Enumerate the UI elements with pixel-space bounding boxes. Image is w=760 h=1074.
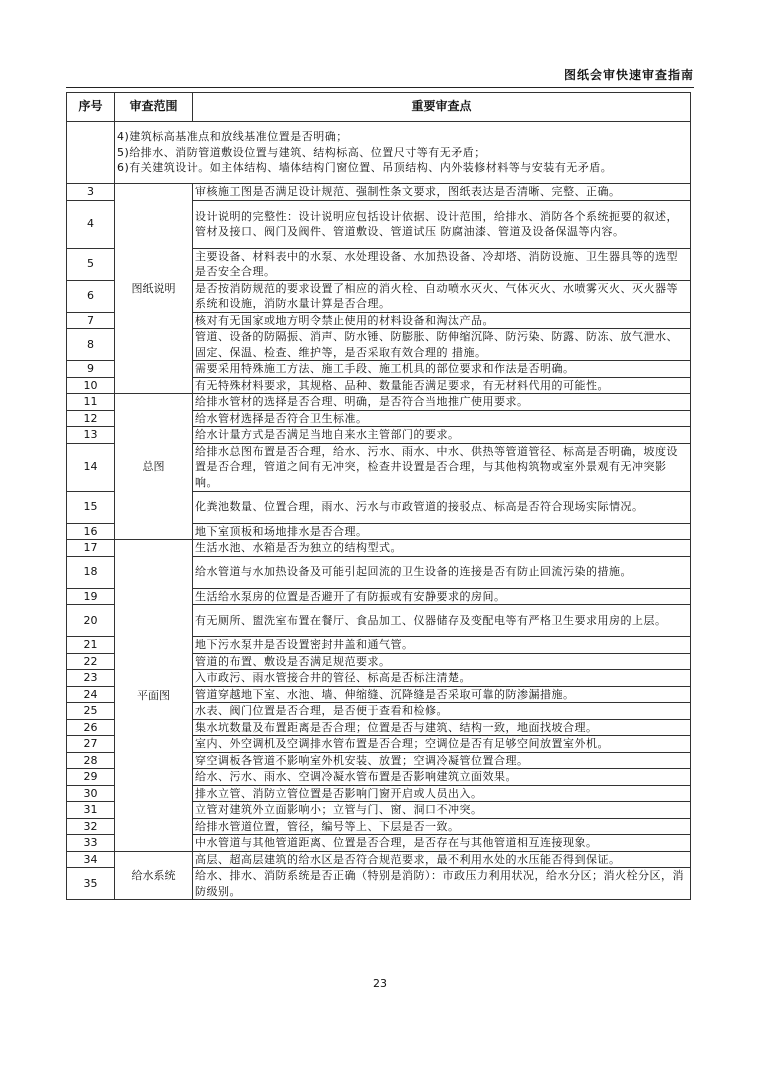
seq-cell: 18 (67, 556, 115, 588)
point-cell: 审核施工图是否满足设计规范、强制性条文要求，图纸表达是否清晰、完整、正确。 (193, 184, 691, 201)
seq-cell: 10 (67, 377, 115, 394)
seq-cell: 12 (67, 410, 115, 427)
point-cell: 给水计量方式是否满足当地自来水主管部门的要求。 (193, 427, 691, 444)
point-cell: 给排水总图布置是否合理，给水、污水、雨水、中水、供热等管道管径、标高是否明确，坡度设置是否合理，管道之间有无冲突，检查井设置是否合理，与其他构筑物或室外景观有无冲突影响。 (193, 443, 691, 491)
cont-line: 6)有关建筑设计。如主体结构、墙体结构门窗位置、吊顶结构、内外装修材料等与安装有无矛盾。 (117, 161, 613, 175)
table-row (67, 184, 691, 201)
point-cell: 排水立管、消防立管位置是否影响门窗开启或人员出入。 (193, 785, 691, 802)
seq-cell: 28 (67, 752, 115, 769)
seq-cell: 8 (67, 329, 115, 361)
seq-cell: 7 (67, 312, 115, 329)
seq-cell: 24 (67, 686, 115, 703)
seq-cell: 21 (67, 637, 115, 654)
seq-cell (67, 122, 115, 184)
seq-cell: 6 (67, 280, 115, 312)
seq-cell: 25 (67, 703, 115, 720)
point-cell: 生活水池、水箱是否为独立的结构型式。 (193, 540, 691, 557)
point-cell: 给水管道与水加热设备及可能引起回流的卫生设备的连接是否有防止回流污染的措施。 (193, 556, 691, 588)
point-cell: 是否按消防规范的要求设置了相应的消火栓、自动喷水灭火、气体灭火、水喷雾灭火、灭火器等系统和设施，消防水量计算是否合理。 (193, 280, 691, 312)
seq-cell: 20 (67, 605, 115, 637)
seq-cell: 3 (67, 184, 115, 201)
point-cell: 有无厕所、盥洗室布置在餐厅、食品加工、仪器储存及变配电等有严格卫生要求用房的上层。 (193, 605, 691, 637)
scope-drawing-notes: 图纸说明 (115, 184, 193, 394)
seq-cell: 13 (67, 427, 115, 444)
point-cell: 管道、设备的防隔振、消声、防水锤、防膨胀、防伸缩沉降、防污染、防露、防冻、放气泄水、固定、保温、检查、维护等，是否采取有效合理的 措施。 (193, 329, 691, 361)
seq-cell: 14 (67, 443, 115, 491)
column-header-seq: 序号 (67, 93, 115, 122)
seq-cell: 33 (67, 835, 115, 852)
seq-cell: 23 (67, 670, 115, 687)
seq-cell: 17 (67, 540, 115, 557)
seq-cell: 30 (67, 785, 115, 802)
point-cell: 水表、阀门位置是否合理，是否便于查看和检修。 (193, 703, 691, 720)
seq-cell: 4 (67, 200, 115, 248)
seq-cell: 32 (67, 818, 115, 835)
point-cell: 中水管道与其他管道距离、位置是否合理，是否存在与其他管道相互连接现象。 (193, 835, 691, 852)
scope-floor-plan: 平面图 (115, 540, 193, 852)
point-cell: 主要设备、材料表中的水泵、水处理设备、水加热设备、冷却塔、消防设施、卫生器具等的选型是否安全合理。 (193, 248, 691, 280)
point-cell: 穿空调板各管道不影响室外机安装、放置；空调冷凝管位置合理。 (193, 752, 691, 769)
table-row (67, 540, 691, 557)
point-cell: 地下污水泵井是否设置密封井盖和通气管。 (193, 637, 691, 654)
table-row-continued (67, 122, 691, 184)
point-cell: 室内、外空调机及空调排水管布置是否合理；空调位是否有足够空间放置室外机。 (193, 736, 691, 753)
point-cell: 有无特殊材料要求，其规格、品种、数量能否满足要求，有无材料代用的可能性。 (193, 377, 691, 394)
scope-water-supply: 给水系统 (115, 851, 193, 900)
seq-cell: 22 (67, 653, 115, 670)
table-header-row (67, 93, 691, 122)
cont-line: 4)建筑标高基准点和放线基准位置是否明确； (117, 130, 348, 144)
point-cell: 立管对建筑外立面影响小；立管与门、窗、洞口不冲突。 (193, 802, 691, 819)
header-divider (66, 87, 694, 88)
cont-line: 5)给排水、消防管道敷设位置与建筑、结构标高、位置尺寸等有无矛盾； (117, 145, 486, 159)
point-cell: 核对有无国家或地方明令禁止使用的材料设备和淘汰产品。 (193, 312, 691, 329)
point-cell: 给水管材选择是否符合卫生标准。 (193, 410, 691, 427)
page-header-title: 图纸会审快速审查指南 (563, 68, 694, 82)
seq-cell: 29 (67, 769, 115, 786)
point-cell: 给水、污水、雨水、空调冷凝水管布置是否影响建筑立面效果。 (193, 769, 691, 786)
seq-cell: 31 (67, 802, 115, 819)
point-cell: 管道穿越地下室、水池、墙、伸缩缝、沉降缝是否采取可靠的防渗漏措施。 (193, 686, 691, 703)
seq-cell: 27 (67, 736, 115, 753)
review-table (66, 92, 691, 900)
seq-cell: 34 (67, 851, 115, 868)
point-cell: 给水、排水、消防系统是否正确（特别是消防）：市政压力利用状况，给水分区；消火栓分区，消防级别。 (193, 868, 691, 900)
column-header-points: 重要审查点 (193, 93, 691, 122)
seq-cell: 11 (67, 394, 115, 411)
point-cell: 生活给水泵房的位置是否避开了有防振或有安静要求的房间。 (193, 588, 691, 605)
seq-cell: 16 (67, 523, 115, 540)
point-cell: 需要采用特殊施工方法、施工手段、施工机具的部位要求和作法是否明确。 (193, 361, 691, 378)
scope-general-plan: 总图 (115, 394, 193, 540)
seq-cell: 5 (67, 248, 115, 280)
point-cell: 给排水管道位置，管径，编号等上、下层是否一致。 (193, 818, 691, 835)
seq-cell: 15 (67, 491, 115, 523)
page-number: 23 (373, 977, 387, 990)
table-row (67, 851, 691, 868)
seq-cell: 9 (67, 361, 115, 378)
point-cell: 给排水管材的选择是否合理、明确，是否符合当地推广使用要求。 (193, 394, 691, 411)
point-cell: 集水坑数量及布置距离是否合理；位置是否与建筑、结构一致，地面找坡合理。 (193, 719, 691, 736)
point-cell: 高层、超高层建筑的给水区是否符合规范要求，最不利用水处的水压能否得到保证。 (193, 851, 691, 868)
point-cell: 地下室顶板和场地排水是否合理。 (193, 523, 691, 540)
seq-cell: 35 (67, 868, 115, 900)
point-cell: 入市政污、雨水管接合井的管径、标高是否标注清楚。 (193, 670, 691, 687)
table-row (67, 394, 691, 411)
point-cell: 化粪池数量、位置合理，雨水、污水与市政管道的接驳点、标高是否符合现场实际情况。 (193, 491, 691, 523)
point-cell: 管道的布置、敷设是否满足规范要求。 (193, 653, 691, 670)
column-header-scope: 审查范围 (115, 93, 193, 122)
point-cell: 设计说明的完整性：设计说明应包括设计依据、设计范围，给排水、消防各个系统扼要的叙述，管材及接口、阀门及阀件、管道敷设、管道试压 防腐油漆、管道及设备保温等内容。 (193, 200, 691, 248)
seq-cell: 26 (67, 719, 115, 736)
seq-cell: 19 (67, 588, 115, 605)
continued-points (115, 122, 691, 184)
